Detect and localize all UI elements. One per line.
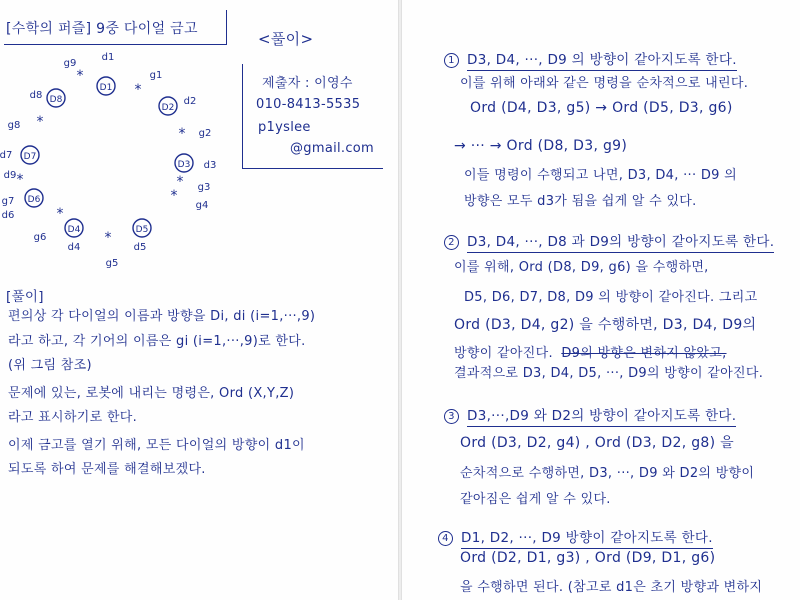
step-2-line-1: 이를 위해, Ord (D8, D9, g6) 을 수행하면, (454, 260, 709, 275)
step-4-line-1: Ord (D2, D1, g3) , Ord (D9, D1, g6) (460, 550, 716, 566)
dial-direction-d6: d6 (1, 210, 15, 221)
gear-g3-icon: * (176, 174, 184, 190)
step-1-line-4: 이들 명령이 수행되고 나면, D3, D4, ··· D9 의 (464, 168, 737, 183)
page-title: [수학의 퍼즐] 9중 다이얼 금고 (6, 21, 198, 37)
step-2-line-4-wrap (454, 342, 727, 361)
step-2-line-4: 방향이 같아진다. (454, 346, 553, 361)
gear-label-g1: g1 (149, 70, 163, 81)
text-line-5: 라고 표시하기로 한다. (8, 410, 138, 425)
right-page (402, 0, 800, 600)
step-4-heading (438, 526, 713, 546)
gear-label-g7: g7 (1, 196, 15, 207)
text-line-7: 되도록 하여 문제를 해결해보겠다. (8, 462, 206, 477)
step-1-line-3: → ··· → Ord (D8, D3, g9) (454, 138, 628, 154)
author-name: 제출자 : 이영수 (262, 76, 353, 91)
gear-g4-icon: * (170, 188, 178, 204)
step-2-heading (444, 230, 774, 250)
step-2-title: D3, D4, ···, D8 과 D9의 방향이 같아지도록 한다. (467, 234, 774, 253)
gear-label-g2: g2 (198, 128, 212, 139)
dial-direction-d7: d7 (0, 150, 13, 161)
step-1-line-1: 이를 위해 아래와 같은 명령을 순차적으로 내린다. (460, 76, 749, 91)
step-3-heading (444, 404, 736, 424)
step-1-number: 1 (444, 53, 459, 68)
text-line-2: 라고 하고, 각 기어의 이름은 gi (i=1,···,9)로 한다. (8, 334, 306, 349)
gear-g1-icon: * (134, 82, 142, 98)
dial-label-d4: D4 (67, 225, 81, 235)
text-line-3: (위 그림 참조) (8, 358, 92, 373)
gear-label-g6: g6 (33, 232, 47, 243)
dial-label-d1: D1 (99, 83, 113, 93)
step-3-number: 3 (444, 409, 459, 424)
step-2-struck-text: D9의 방향은 변하지 않았고, (561, 346, 727, 361)
step-2-line-3: Ord (D3, D4, g2) 을 수행하면, D3, D4, D9의 (454, 317, 757, 333)
gear-label-g8: g8 (7, 120, 21, 131)
gear-label-g5: g5 (105, 258, 119, 269)
step-4-title: D1, D2, ···, D9 방향이 같아지도록 한다. (461, 530, 713, 549)
gear-g5-icon: * (104, 230, 112, 246)
dial-direction-d5: d5 (133, 242, 147, 253)
dial-direction-d3: d3 (203, 160, 217, 171)
dial-direction-d9: d9 (3, 170, 17, 181)
step-1-heading (444, 48, 737, 68)
gear-g9-icon: * (76, 68, 84, 84)
text-line-6: 이제 금고를 열기 위해, 모든 다이얼의 방향이 d1이 (8, 438, 305, 453)
dial-direction-d1: d1 (101, 52, 115, 63)
step-3-line-1: Ord (D3, D2, g4) , Ord (D3, D2, g8) 을 (460, 435, 734, 451)
step-1-line-5: 방향은 모두 d3가 됨을 쉽게 알 수 있다. (464, 194, 697, 209)
step-4-number: 4 (438, 531, 453, 546)
gear-g8-icon: * (36, 114, 44, 130)
author-email-user: p1yslee (258, 120, 311, 135)
step-3-line-3: 같아짐은 쉽게 알 수 있다. (460, 492, 611, 507)
dial-diagram (0, 50, 240, 275)
dial-label-d3: D3 (177, 160, 191, 170)
step-4-line-2: 을 수행하면 된다. (참고로 d1은 초기 방향과 변하지 (460, 580, 763, 595)
step-3-line-2: 순차적으로 수행하면, D3, ···, D9 와 D2의 방향이 (460, 466, 755, 481)
author-email-domain: @gmail.com (290, 141, 375, 156)
step-2-line-2: D5, D6, D7, D8, D9 의 방향이 같아진다. 그리고 (464, 290, 758, 305)
step-1-title: D3, D4, ···, D9 의 방향이 같아지도록 한다. (467, 52, 737, 71)
step-2-line-5: 결과적으로 D3, D4, D5, ···, D9의 방향이 같아진다. (454, 366, 764, 381)
gear-g6-icon: * (56, 206, 64, 222)
dial-direction-d8: d8 (29, 90, 43, 101)
text-line-1: 편의상 각 다이얼의 이름과 방향을 Di, di (i=1,···,9) (8, 309, 316, 324)
section-heading: [풀이] (6, 289, 44, 305)
dial-label-d5: D5 (135, 225, 149, 235)
text-line-4: 문제에 있는, 로봇에 내리는 명령은, Ord (X,Y,Z) (8, 386, 295, 401)
gear-label-g3: g3 (197, 182, 211, 193)
solution-label: <풀이> (258, 30, 314, 48)
dial-direction-d2: d2 (183, 96, 197, 107)
dial-label-d8: D8 (49, 95, 63, 105)
dial-label-d7: D7 (23, 152, 37, 162)
step-1-line-2: Ord (D4, D3, g5) → Ord (D5, D3, g6) (470, 100, 733, 116)
gear-g7-icon: * (16, 172, 24, 188)
step-3-title: D3,···,D9 와 D2의 방향이 같아지도록 한다. (467, 408, 736, 427)
dial-label-d2: D2 (161, 103, 175, 113)
gear-label-g9: g9 (63, 58, 77, 69)
step-2-number: 2 (444, 235, 459, 250)
gear-g2-icon: * (178, 126, 186, 142)
dial-label-d6: D6 (27, 195, 41, 205)
author-phone: 010-8413-5535 (256, 97, 361, 112)
gear-label-g4: g4 (195, 200, 209, 211)
left-page (0, 0, 398, 600)
dial-direction-d4: d4 (67, 242, 81, 253)
